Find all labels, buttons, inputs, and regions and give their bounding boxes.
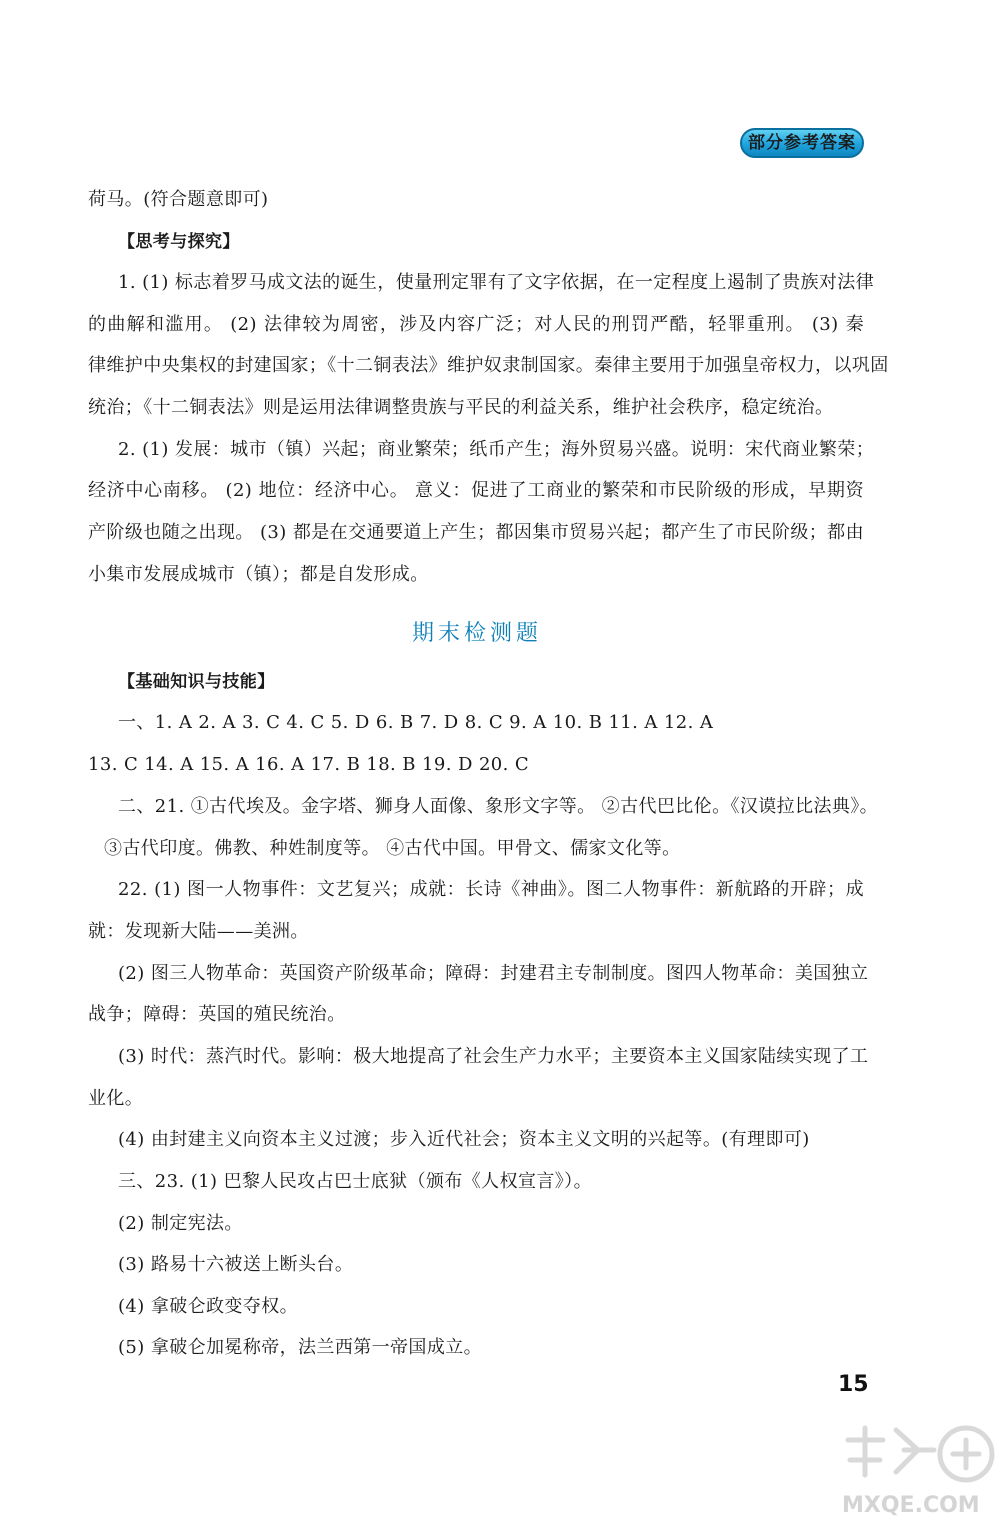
q21-line-1: 二、21. ①古代埃及。金字塔、狮身人面像、象形文字等。 ②古代巴比伦。《汉谟拉比法典》。	[118, 796, 879, 817]
q2-line-2: 经济中心南移。 (2) 地位：经济中心。 意义：促进了工商业的繁荣和市民阶级的形成，早期资	[88, 480, 864, 501]
q21-line-2: ③古代印度。佛教、种姓制度等。 ④古代中国。甲骨文、儒家文化等。	[104, 838, 681, 859]
q22-line-6: 业化。	[88, 1088, 144, 1109]
q22-line-3: (2) 图三人物革命：英国资产阶级革命；障碍：封建君主专制制度。图四人物革命：美国独立	[118, 963, 869, 984]
q2-line-3: 产阶级也随之出现。 (3) 都是在交通要道上产生；都因集市贸易兴起；都产生了市民阶级；都由	[88, 522, 864, 543]
mc-answers-line-2: 13. C 14. A 15. A 16. A 17. B 18. B 19. D 20. C	[88, 754, 530, 775]
q23-line-3: (3) 路易十六被送上断头台。	[118, 1254, 354, 1275]
svg-text:MXQE.COM: MXQE.COM	[842, 1493, 980, 1518]
mc-answers-line-1: 一、1. A 2. A 3. C 4. C 5. D 6. B 7. D 8. C 9. A 10. B 11. A 12. A	[118, 712, 714, 733]
heading-basic-knowledge: 【基础知识与技能】	[118, 672, 275, 692]
q22-line-5: (3) 时代：蒸汽时代。影响：极大地提高了社会生产力水平；主要资本主义国家陆续实现了工	[118, 1046, 869, 1067]
section-badge: 部分参考答案	[740, 128, 864, 158]
q2-line-4: 小集市发展成城市（镇）；都是自发形成。	[88, 564, 429, 585]
watermark-logo	[838, 1420, 1000, 1521]
q22-line-1: 22. (1) 图一人物事件：文艺复兴；成就：长诗《神曲》。图二人物事件：新航路的开辟；成	[118, 879, 864, 900]
q2-line-1: 2. (1) 发展：城市（镇）兴起；商业繁荣；纸币产生；海外贸易兴盛。说明：宋代商业繁荣；	[118, 439, 875, 460]
q23-line-2: (2) 制定宪法。	[118, 1213, 243, 1234]
page-number: 15	[838, 1372, 869, 1397]
q1-line-4: 统治；《十二铜表法》则是运用法律调整贵族与平民的利益关系，维护社会秩序，稳定统治。	[88, 397, 834, 418]
q22-line-7: (4) 由封建主义向资本主义过渡；步入近代社会；资本主义文明的兴起等。(有理即可)	[118, 1129, 810, 1150]
section-title: 期末检测题	[411, 621, 542, 646]
q23-line-1: 三、23. (1) 巴黎人民攻占巴士底狱（颁布《人权宣言》）。	[118, 1171, 592, 1192]
q1-line-3: 律维护中央集权的封建国家；《十二铜表法》维护奴隶制国家。秦律主要用于加强皇帝权力，以巩固	[88, 355, 889, 376]
continuation-text: 荷马。(符合题意即可)	[88, 189, 269, 210]
heading-think-explore: 【思考与探究】	[118, 232, 240, 252]
q22-line-4: 战争；障碍：英国的殖民统治。	[88, 1004, 346, 1025]
q22-line-2: 就：发现新大陆——美洲。	[88, 921, 309, 942]
q1-line-1: 1. (1) 标志着罗马成文法的诞生，使量刑定罪有了文字依据，在一定程度上遏制了贵族对法律	[118, 272, 875, 293]
q23-line-4: (4) 拿破仑政变夺权。	[118, 1296, 299, 1317]
q1-line-2: 的曲解和滥用。 (2) 法律较为周密，涉及内容广泛；对人民的刑罚严酷，轻罪重刑。 (3) 秦	[88, 314, 864, 335]
q23-line-5: (5) 拿破仑加冕称帝，法兰西第一帝国成立。	[118, 1337, 483, 1358]
